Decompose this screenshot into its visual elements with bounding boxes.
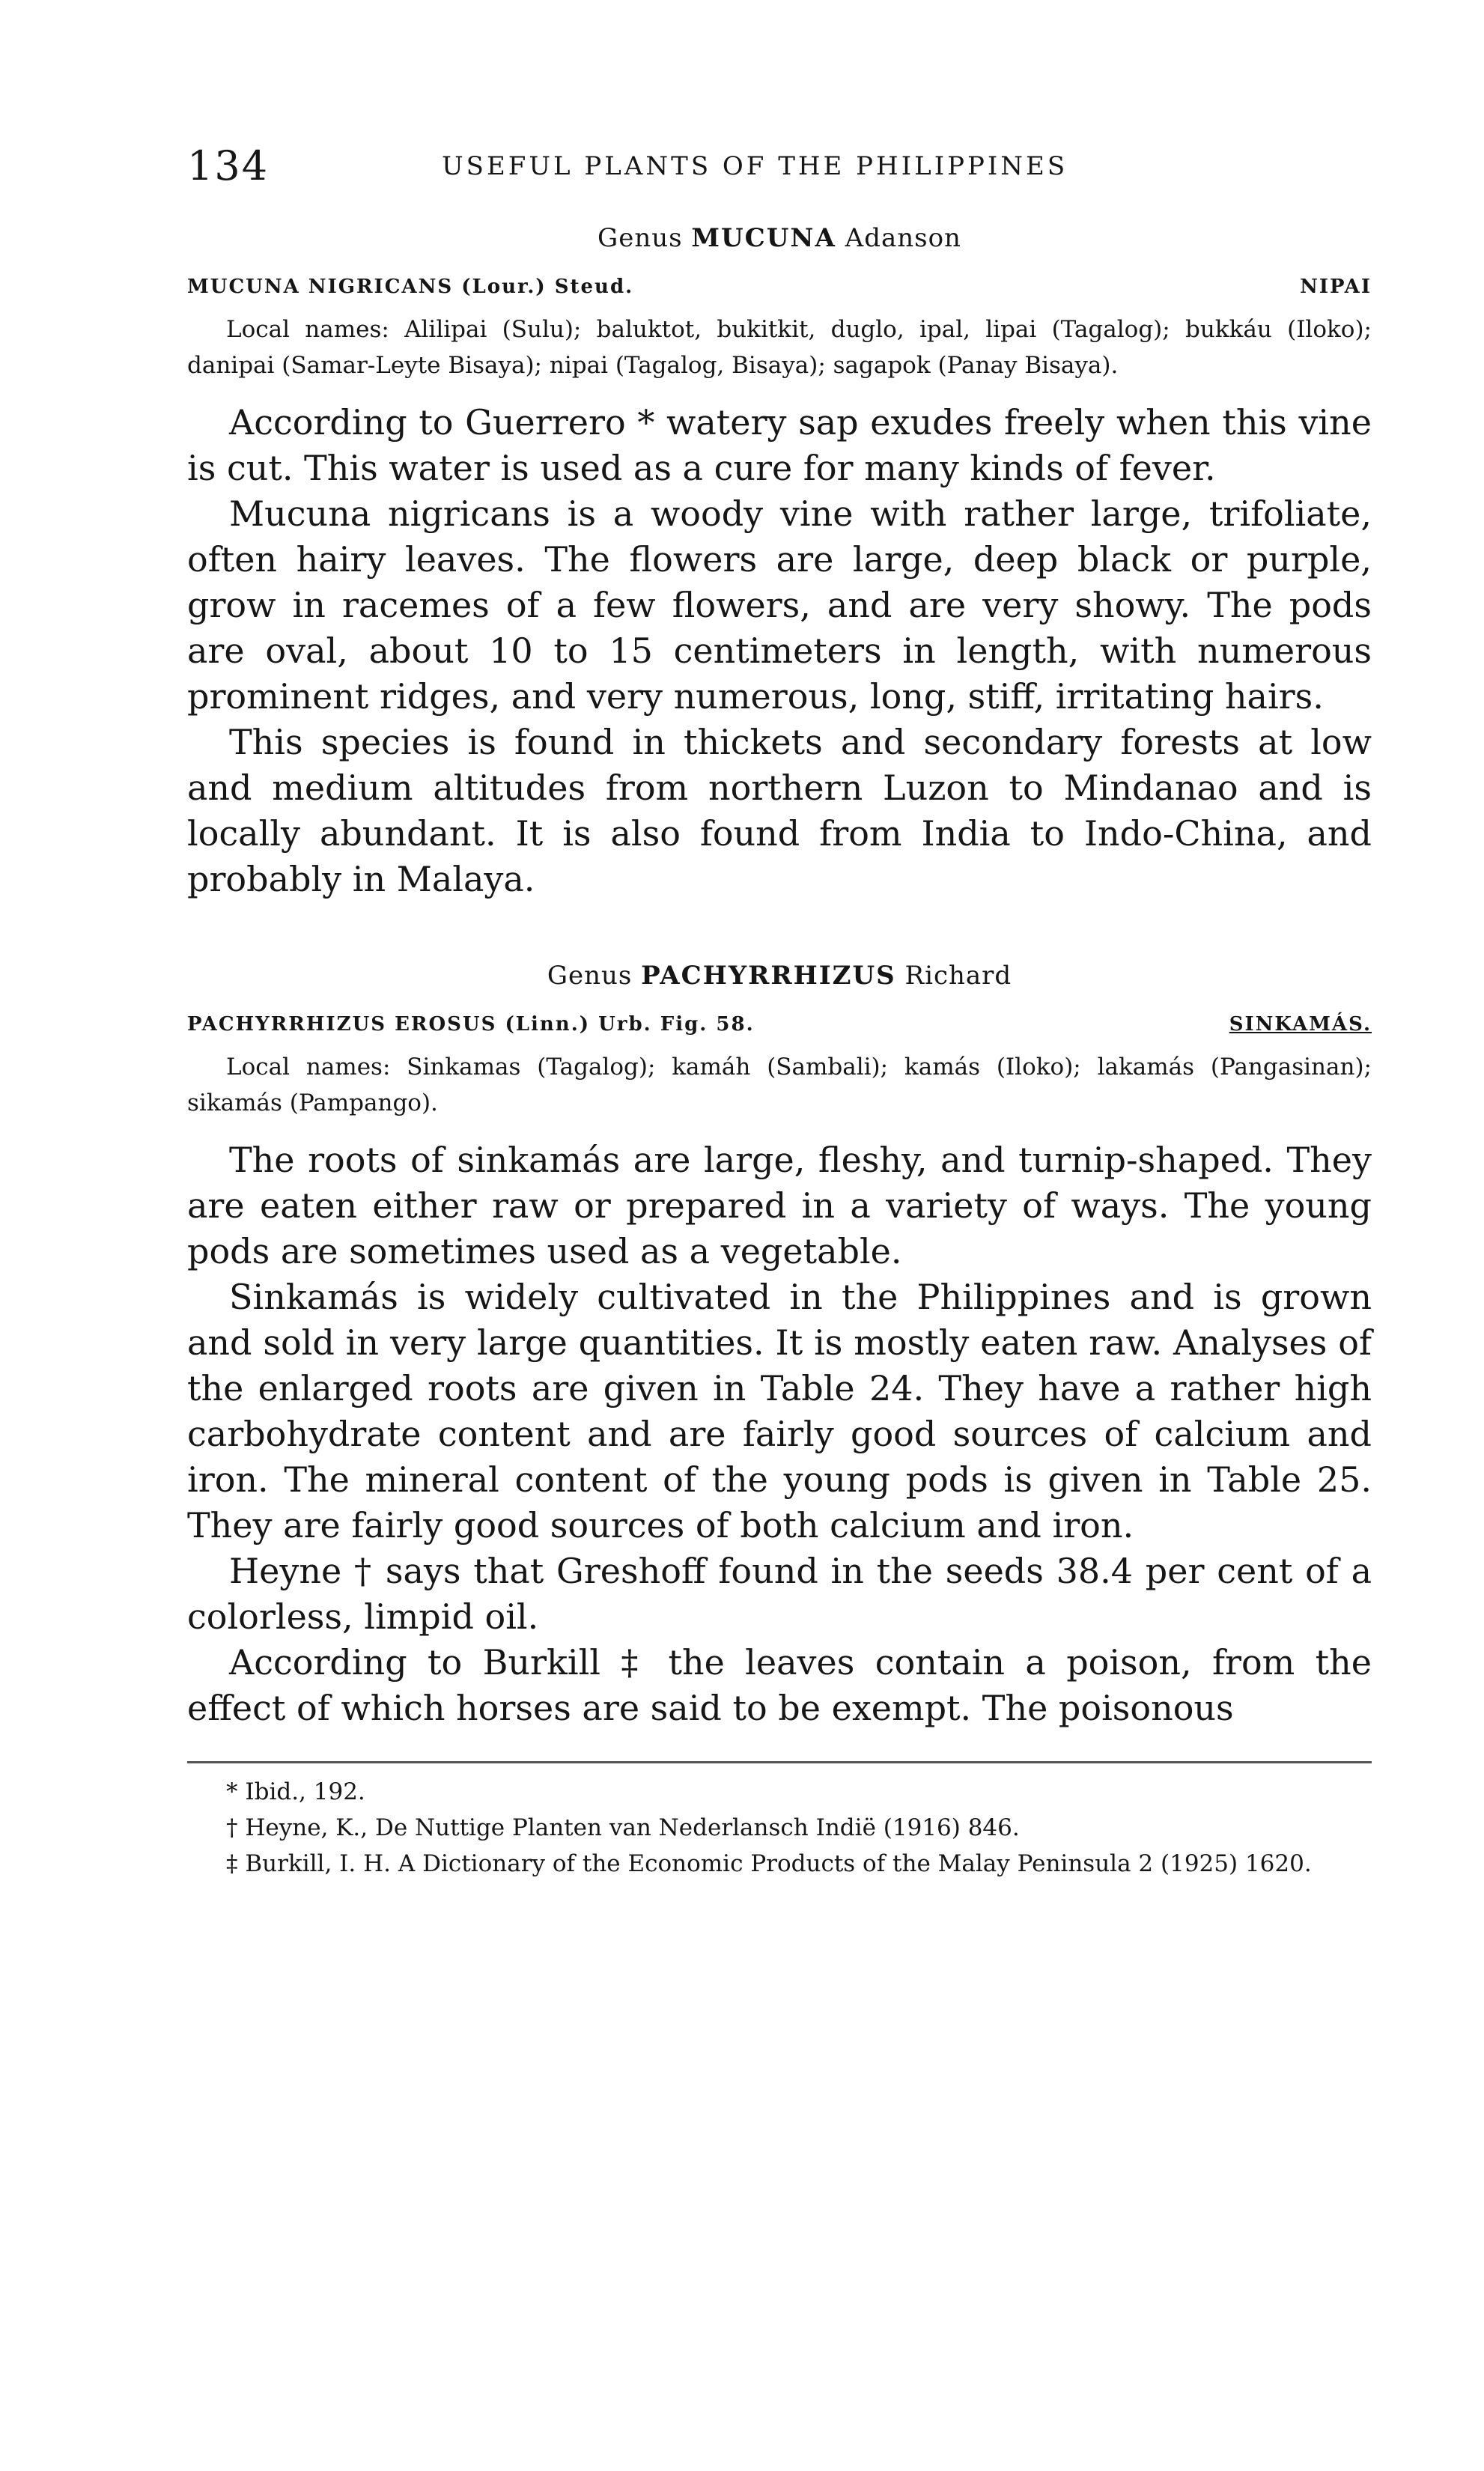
species-heading (187, 276, 633, 298)
body-paragraph: According to Burkill ‡ the leaves contain a poison, from the effect of which horses are said to be exempt. The poisonous (187, 1642, 1372, 1728)
species-common-name: SINKAMÁS. (1229, 1013, 1372, 1036)
footnote: * Ibid., 192. (226, 1778, 365, 1805)
page-number: 134 (187, 142, 270, 189)
body-paragraph: The roots of sinkamás are large, fleshy, and turnip-shaped. They are eaten either raw or prepared in a variety of ways. The young pods are sometimes used as a vegetable. (187, 1140, 1372, 1271)
footnote: † Heyne, K., De Nuttige Planten van Nederlansch Indië (1916) 846. (226, 1814, 1020, 1841)
species-common-name: NIPAI (1300, 276, 1372, 298)
genus-name: MUCUNA (691, 223, 836, 253)
local-names: Local names: Sinkamas (Tagalog); kamáh (Sambali); kamás (Iloko); lakamás (Pangasinan); sikamás (Pampango). (187, 1054, 1372, 1116)
species-heading (187, 1013, 755, 1036)
footnote-divider (187, 1761, 1372, 1763)
species-author: (Lour.) Steud. (461, 276, 634, 298)
footnotes (187, 1774, 1372, 1882)
species-name: PACHYRRHIZUS EROSUS (187, 1013, 497, 1036)
local-names: Local names: Alilipai (Sulu); baluktot, bukitkit, duglo, ipal, lipai (Tagalog); bukkáu (Iloko); danipai (Samar-Leyte Bisaya); nipai (Tagalog, Bisaya); sagapok (Panay Bisaya). (187, 316, 1372, 379)
footnote: ‡ Burkill, I. H. A Dictionary of the Economic Products of the Malay Peninsula 2 (1925) 1620. (226, 1850, 1312, 1877)
genus-author: Richard (904, 961, 1012, 991)
body-paragraph: Sinkamás is widely cultivated in the Philippines and is grown and sold in very large quantities. It is mostly eaten raw. Analyses of the enlarged roots are given in Table 24. They have a rather high carbohydrate content and are fairly good sources of calcium and iron. The mineral content of the young pods is given in Table 25. They are fairly good sources of both calcium and iron. (187, 1277, 1372, 1545)
species-line (187, 1013, 1372, 1046)
species-figure-ref: Fig. 58. (660, 1013, 755, 1036)
genus-prefix: Genus (597, 223, 683, 253)
genus-author: Adanson (845, 223, 961, 253)
species-author: (Linn.) Urb. (505, 1013, 652, 1036)
genus-section-pachyrrhizus (187, 961, 1372, 1731)
body-paragraph: According to Guerrero * watery sap exudes freely when this vine is cut. This water is used as a cure for many kinds of fever. (187, 402, 1372, 488)
genus-name: PACHYRRHIZUS (641, 961, 896, 991)
species-name: MUCUNA NIGRICANS (187, 276, 454, 298)
genus-prefix: Genus (547, 961, 633, 991)
genus-heading (187, 223, 1372, 253)
body-paragraph: This species is found in thickets and secondary forests at low and medium altitudes from northern Luzon to Mindanao and is locally abundant. It is also found from India to Indo-China, and probably in Malaya. (187, 722, 1372, 899)
genus-heading (187, 961, 1372, 991)
section-gap (187, 902, 1372, 947)
genus-section-mucuna (187, 223, 1372, 902)
running-head (187, 142, 1372, 210)
page-header-title: USEFUL PLANTS OF THE PHILIPPINES (442, 151, 1068, 181)
body-paragraph: Mucuna nigricans is a woody vine with rather large, trifoliate, often hairy leaves. The flowers are large, deep black or purple, grow in racemes of a few flowers, and are very showy. The pods are oval, about 10 to 15 centimeters in length, with numerous prominent ridges, and very numerous, long, stiff, irritating hairs. (187, 493, 1372, 717)
species-line (187, 276, 1372, 309)
body-paragraph: Heyne † says that Greshoff found in the seeds 38.4 per cent of a colorless, limpid oil. (187, 1551, 1372, 1637)
